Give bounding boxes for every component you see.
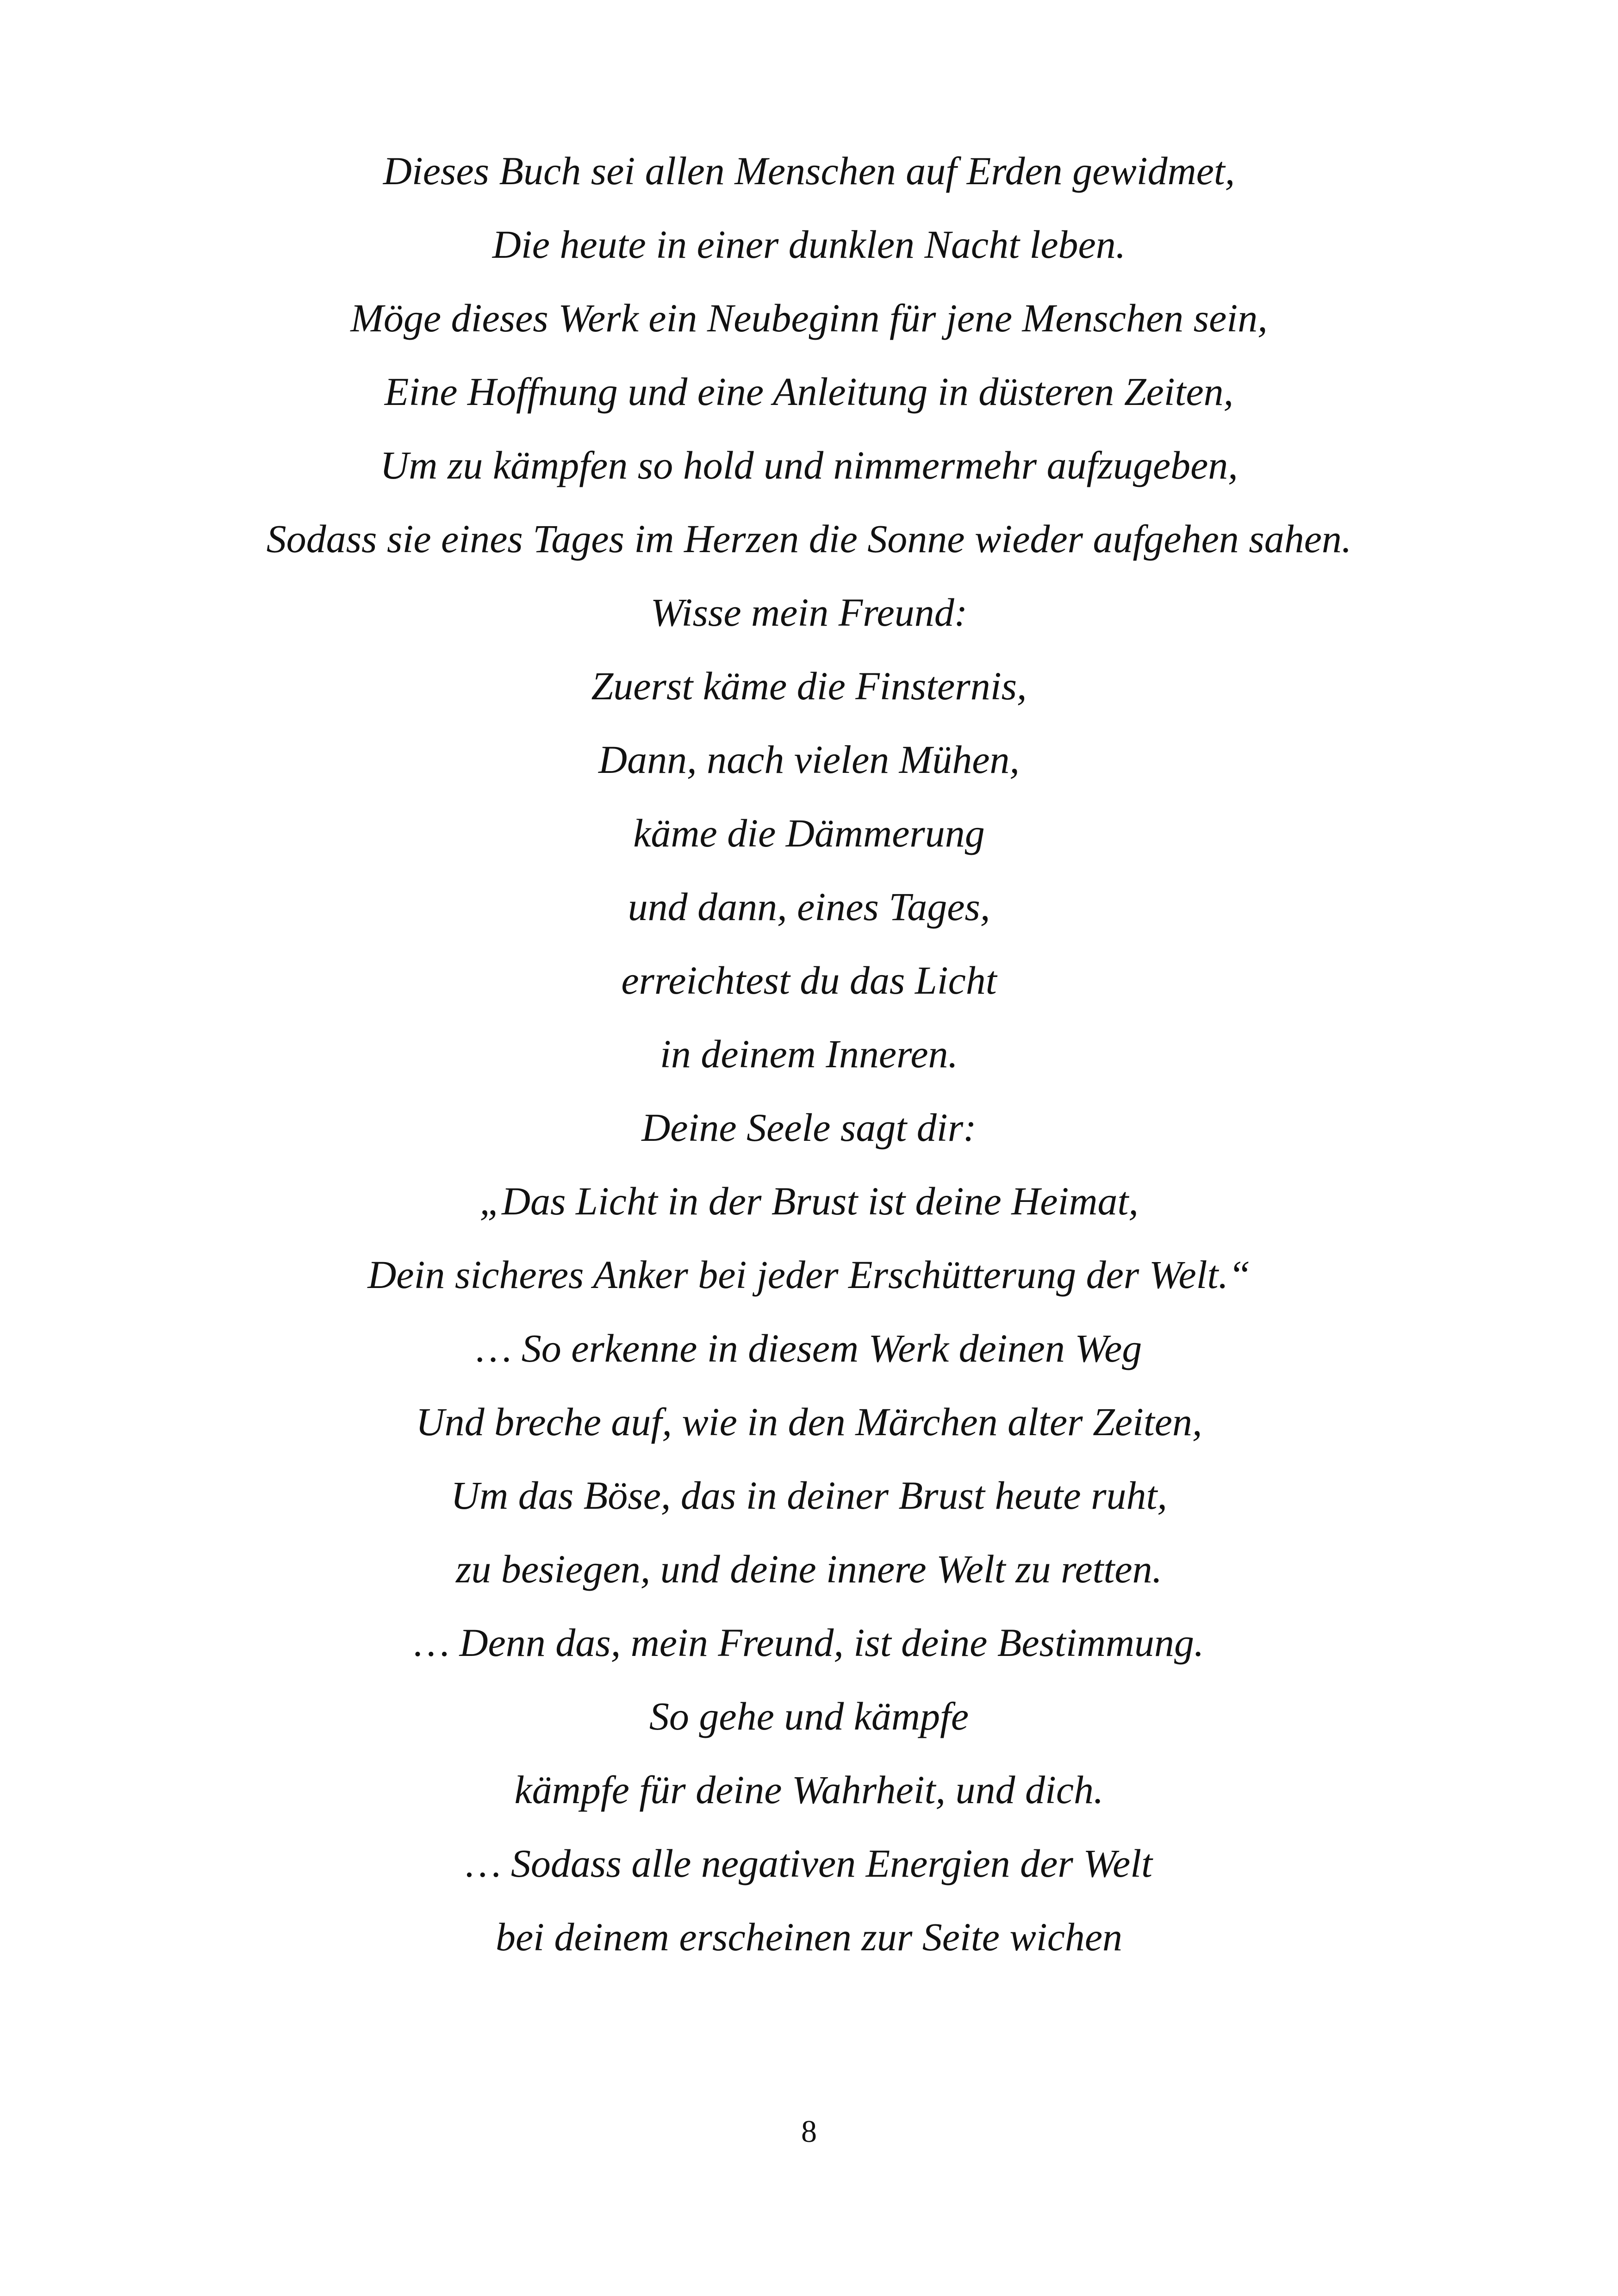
- poem-line: Deine Seele sagt dir:: [641, 1105, 977, 1150]
- poem-line: Zuerst käme die Finsternis,: [591, 664, 1027, 708]
- poem-line: Wisse mein Freund:: [650, 590, 968, 635]
- poem-line: … Denn das, mein Freund, ist deine Bestimmung.: [414, 1620, 1204, 1665]
- poem-line: Dann, nach vielen Mühen,: [598, 737, 1020, 782]
- poem-line: Dein sicheres Anker bei jeder Erschütterung der Welt.“: [367, 1252, 1251, 1297]
- poem-line: Um zu kämpfen so hold und nimmermehr aufzugeben,: [380, 443, 1238, 487]
- poem-line: und dann, eines Tages,: [628, 884, 990, 929]
- poem-line: erreichtest du das Licht: [621, 958, 997, 1002]
- poem-line: Und breche auf, wie in den Märchen alter Zeiten,: [416, 1400, 1202, 1444]
- poem-line: zu besiegen, und deine innere Welt zu retten.: [455, 1547, 1163, 1591]
- poem-line: Eine Hoffnung und eine Anleitung in düsteren Zeiten,: [384, 369, 1234, 414]
- poem-line: bei deinem erscheinen zur Seite wichen: [495, 1915, 1123, 1959]
- poem-line: Möge dieses Werk ein Neubeginn für jene Menschen sein,: [350, 296, 1268, 340]
- poem-line: Dieses Buch sei allen Menschen auf Erden gewidmet,: [383, 149, 1235, 193]
- poem-line: … Sodass alle negativen Energien der Welt: [465, 1841, 1153, 1885]
- poem-line: in deinem Inneren.: [660, 1032, 958, 1076]
- poem-line: kämpfe für deine Wahrheit, und dich.: [514, 1767, 1104, 1812]
- poem-line: So gehe und kämpfe: [649, 1694, 969, 1738]
- poem-line: Sodass sie eines Tages im Herzen die Sonne wieder aufgehen sahen.: [266, 516, 1352, 561]
- dedication-poem: [0, 134, 1618, 1974]
- poem-line: käme die Dämmerung: [633, 811, 985, 855]
- poem-line: „Das Licht in der Brust ist deine Heimat,: [479, 1179, 1139, 1223]
- page-number: 8: [801, 2114, 817, 2149]
- poem-line: … So erkenne in diesem Werk deinen Weg: [476, 1326, 1142, 1370]
- poem-line: Die heute in einer dunklen Nacht leben.: [492, 222, 1126, 267]
- poem-line: Um das Böse, das in deiner Brust heute ruht,: [451, 1473, 1167, 1518]
